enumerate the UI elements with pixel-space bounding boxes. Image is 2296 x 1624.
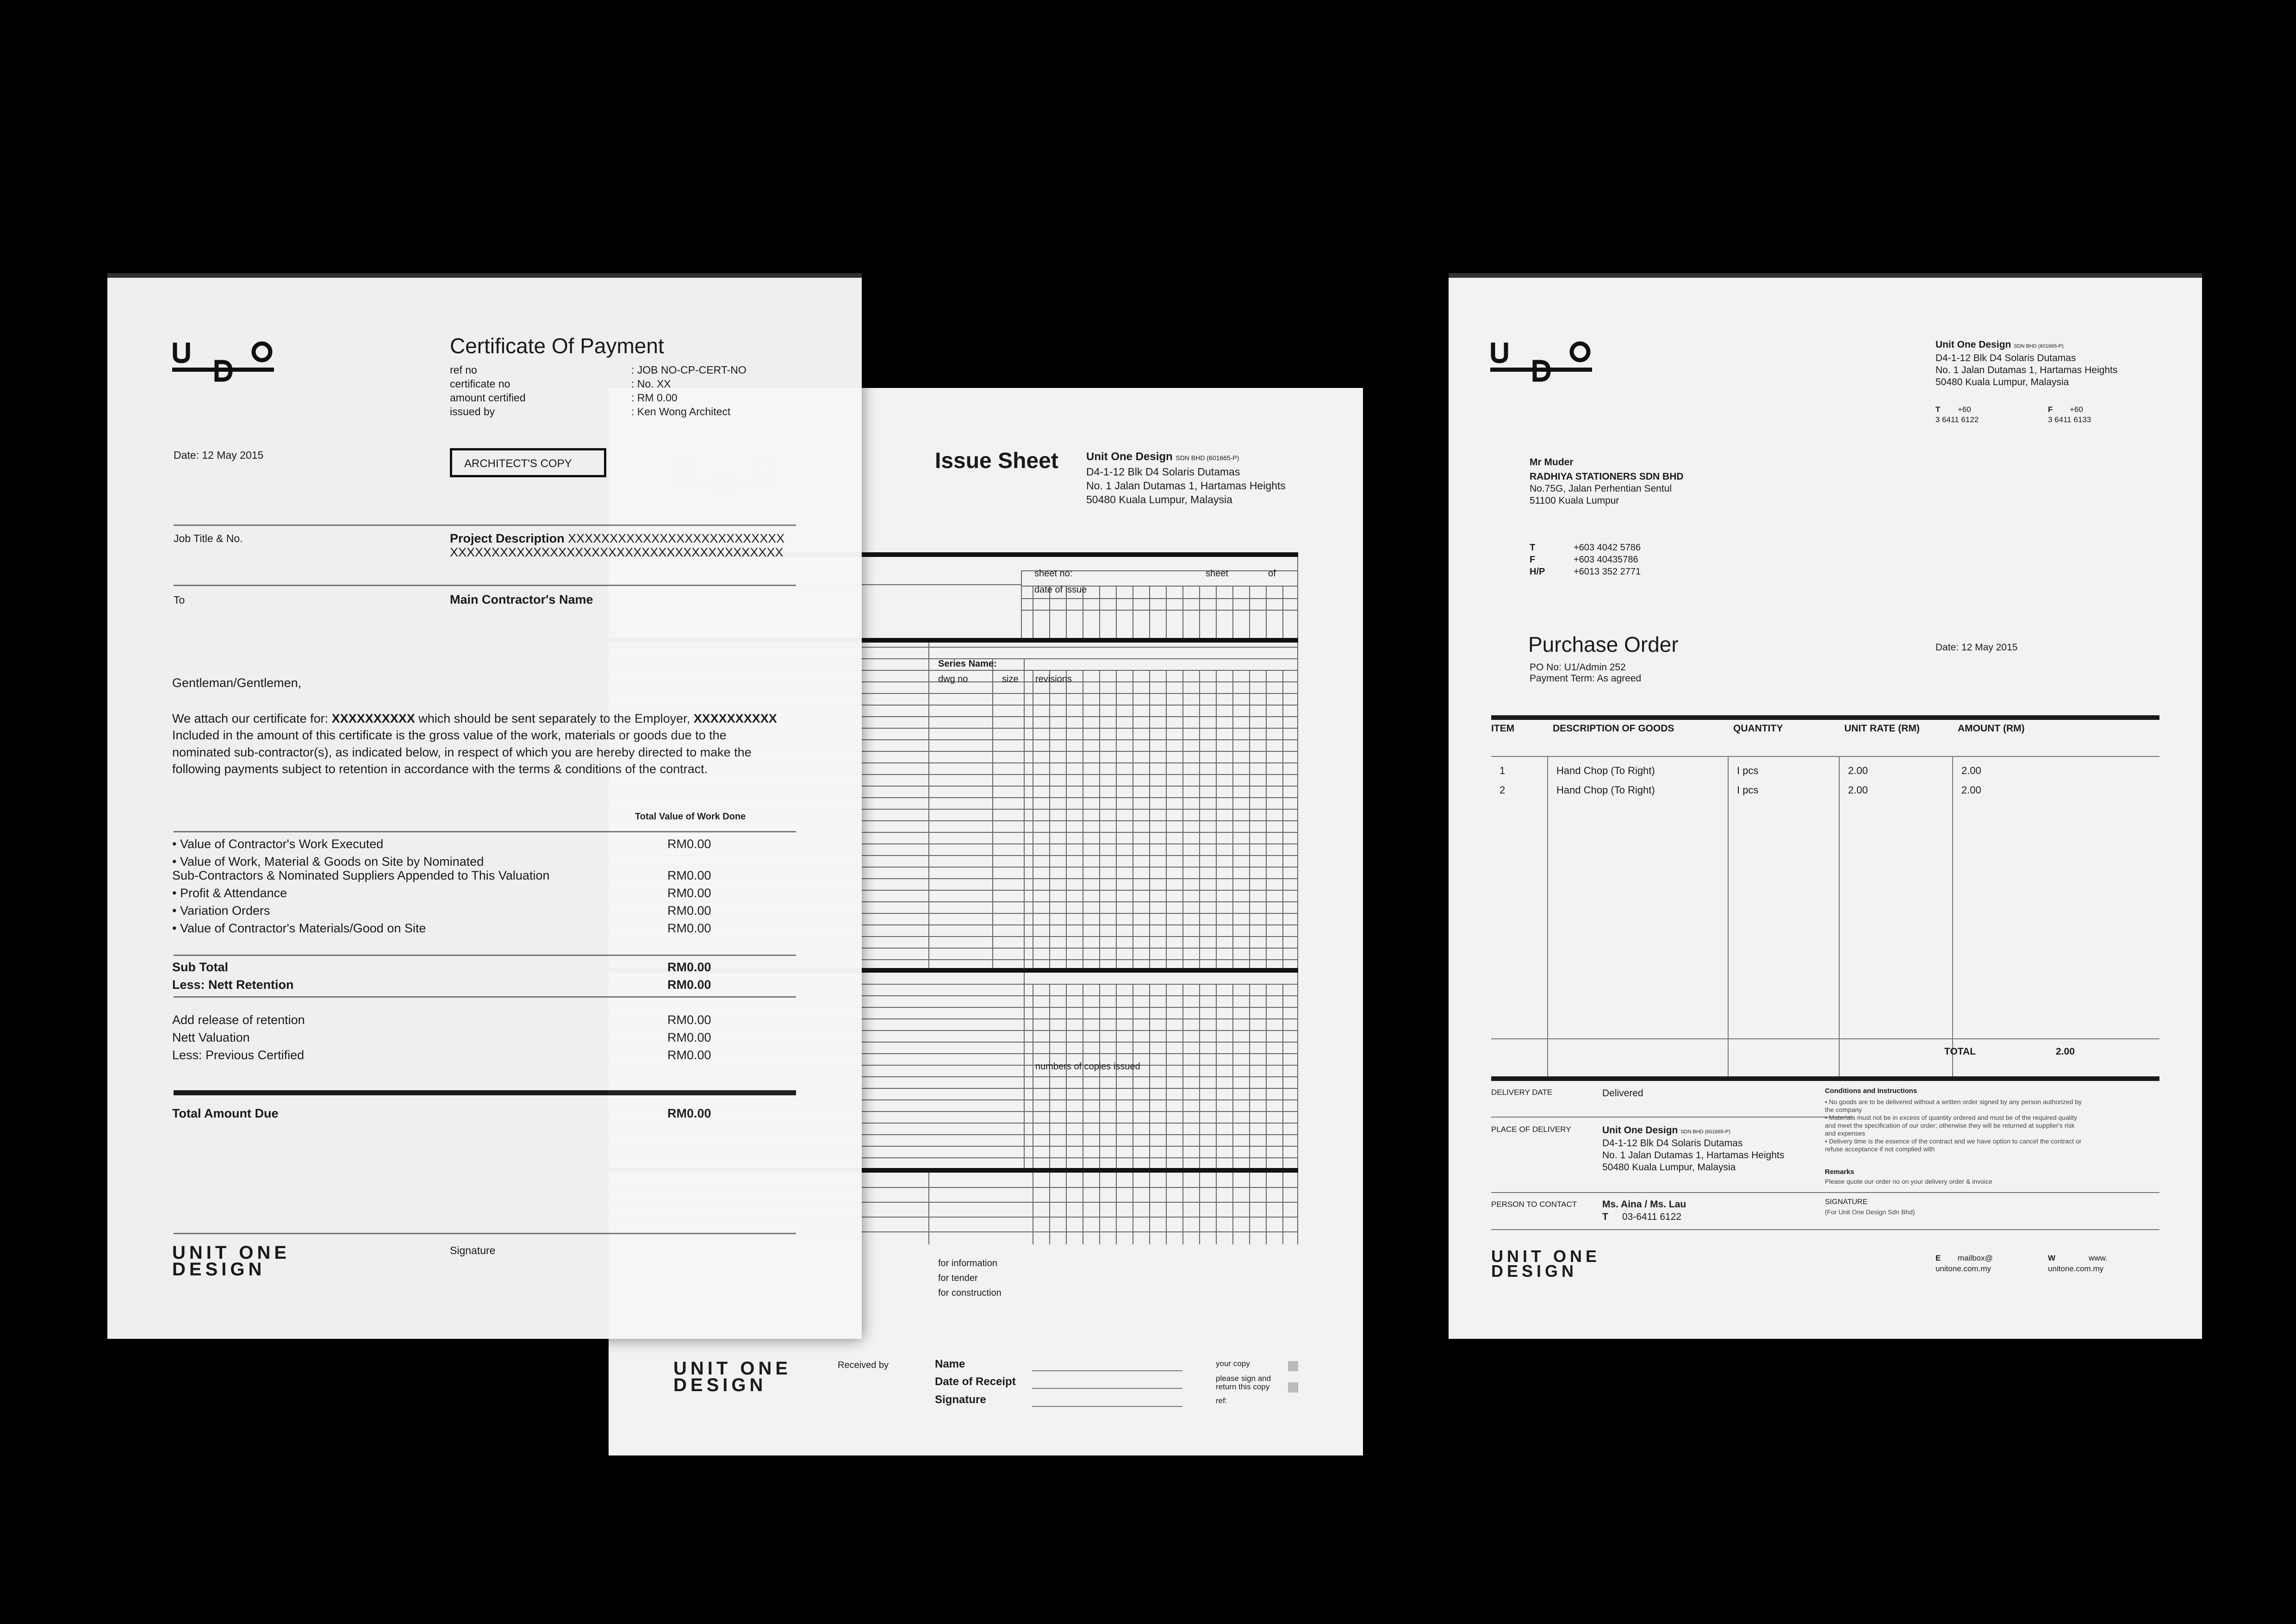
signature-label: SIGNATURE: [1825, 1198, 1868, 1206]
table-cell: I pcs: [1737, 765, 1759, 776]
body-line: Included in the amount of this certificate is the gross value of the work, materials or goods due to the: [172, 728, 727, 742]
divider: [174, 1233, 796, 1234]
divider: [1825, 1229, 2159, 1230]
issue-brand-wordmark: UNIT ONE DESIGN: [673, 1358, 792, 1395]
work-item-value: RM0.00: [667, 837, 711, 851]
project-description-line-2: XXXXXXXXXXXXXXXXXXXXXXXXXXXXXXXXXXXXXXXX: [450, 545, 784, 559]
please-sign-label: please sign and: [1216, 1374, 1271, 1383]
receipt-line: [1032, 1388, 1182, 1389]
work-item-label: • Value of Contractor's Work Executed: [172, 837, 384, 851]
for-tender-label: for tender: [938, 1273, 978, 1283]
recipient-address: No.75G, Jalan Perhentian Sentul: [1530, 483, 1672, 494]
person-to-contact-label: PERSON TO CONTACT: [1491, 1200, 1577, 1209]
thick-divider: [174, 1090, 796, 1095]
meta-label: issued by: [450, 406, 495, 418]
contact-value: +6013 352 2771: [1574, 567, 1641, 577]
body-line: following payments subject to retention in accordance with the terms & conditions of the contract.: [172, 762, 708, 776]
divider: [1491, 1117, 1852, 1118]
person-name: Ms. Aina / Ms. Lau: [1602, 1199, 1686, 1210]
place-address: D4-1-12 Blk D4 Solaris Dutamas: [1602, 1138, 1743, 1149]
table-cell: 2.00: [1961, 765, 1981, 776]
po-brand-wordmark: UNIT ONE DESIGN: [1491, 1247, 1601, 1280]
recipient-company: RADHIYA STATIONERS SDN BHD: [1530, 471, 1684, 482]
place-of-delivery-label: PLACE OF DELIVERY: [1491, 1125, 1571, 1134]
table-header-cell: DESCRIPTION OF GOODS: [1553, 723, 1674, 734]
po-date: Date: 12 May 2015: [1935, 642, 2018, 653]
condition-line: the company: [1825, 1106, 1862, 1113]
table-cell: I pcs: [1737, 784, 1759, 796]
receipt-line: [1032, 1406, 1182, 1407]
condition-line: and expenses: [1825, 1130, 1866, 1137]
meta-value: : No. XX: [631, 378, 671, 390]
udo-logo-icon: [172, 338, 274, 382]
receipt-signature-label: Signature: [935, 1393, 986, 1406]
table-header-rule: [1491, 756, 2159, 757]
issue-address-line: No. 1 Jalan Dutamas 1, Hartamas Heights: [1086, 480, 1286, 492]
divider: [174, 831, 796, 832]
delivery-date-value: Delivered: [1602, 1088, 1643, 1099]
work-item-value: RM0.00: [667, 904, 711, 918]
meta-value: : RM 0.00: [631, 392, 678, 404]
meta-label: certificate no: [450, 378, 510, 390]
dwg-no-header: dwg no: [938, 674, 968, 684]
date-of-receipt-label: Date of Receipt: [935, 1375, 1016, 1388]
retention-value: RM0.00: [667, 978, 711, 992]
for-information-label: for information: [938, 1258, 997, 1268]
purchase-order-title: Purchase Order: [1528, 632, 1679, 656]
meta-label: amount certified: [450, 392, 526, 404]
for-construction-label: for construction: [938, 1288, 1002, 1298]
po-company-name: Unit One Design SDN BHD (601665-P): [1935, 339, 2064, 350]
web-value[interactable]: unitone.com.my: [2048, 1264, 2103, 1273]
conditions-title: Conditions and Instructions: [1825, 1087, 1917, 1095]
your-copy-label: your copy: [1216, 1359, 1250, 1368]
work-item-label: • Value of Contractor's Materials/Good on Site: [172, 921, 426, 935]
condition-line: refuse acceptance if not complied with: [1825, 1145, 1935, 1153]
top-band: [107, 273, 862, 278]
work-item-value: RM0.00: [667, 921, 711, 935]
work-item-value: RM0.00: [667, 886, 711, 900]
divider: [174, 955, 796, 956]
total-label: TOTAL: [1944, 1046, 1976, 1057]
po-number: PO No: U1/Admin 252: [1530, 662, 1626, 673]
issue-company-name: Unit One Design SDN BHD (601665-P): [1086, 450, 1239, 463]
table-header-cell: UNIT RATE (RM): [1844, 723, 1920, 734]
table-cell: Hand Chop (To Right): [1556, 784, 1655, 796]
top-band: [1449, 273, 2202, 278]
udo-logo-icon: [1490, 338, 1592, 382]
phone-label: T: [1935, 405, 1941, 414]
adjustment-label: Nett Valuation: [172, 1031, 250, 1044]
total-value: 2.00: [2056, 1046, 2075, 1057]
subtotal-label: Sub Total: [172, 960, 228, 974]
total-value-column-header: Total Value of Work Done: [635, 812, 746, 822]
divider: [174, 585, 796, 586]
contact-label: F: [1530, 555, 1536, 565]
web-value[interactable]: www.: [2089, 1254, 2108, 1262]
subtotal-value: RM0.00: [667, 960, 711, 974]
phone-value: 3 6411 6122: [1935, 415, 1979, 424]
please-sign-label: return this copy: [1216, 1382, 1270, 1391]
divider: [1491, 1192, 1852, 1193]
table-cell: 2.00: [1961, 784, 1981, 796]
person-phone: 03-6411 6122: [1622, 1212, 1682, 1222]
body-line: We attach our certificate for: XXXXXXXXXX which should be sent separately to the Employer, XXXXXXXXXX: [172, 712, 777, 725]
contact-value: +603 40435786: [1574, 555, 1638, 565]
purchase-order-document: [1449, 273, 2202, 1339]
certificate-of-payment-document: [107, 273, 862, 1339]
job-title-label: Job Title & No.: [174, 532, 243, 544]
received-by-label: Received by: [838, 1360, 889, 1370]
of-label: of: [1268, 568, 1276, 579]
po-address-line: 50480 Kuala Lumpur, Malaysia: [1935, 377, 2069, 387]
column-divider: [1728, 757, 1729, 1076]
recipient-name: Mr Muder: [1530, 457, 1574, 468]
certificate-date: Date: 12 May 2015: [174, 449, 264, 461]
contact-label: T: [1530, 543, 1536, 553]
delivery-date-label: DELIVERY DATE: [1491, 1088, 1553, 1097]
payment-term: Payment Term: As agreed: [1530, 673, 1642, 684]
table-cell: Hand Chop (To Right): [1556, 765, 1655, 776]
adjustment-label: Add release of retention: [172, 1013, 305, 1027]
remarks-title: Remarks: [1825, 1168, 1854, 1176]
fax-value: +60: [2070, 405, 2083, 414]
main-contractor-name: Main Contractor's Name: [450, 593, 593, 606]
work-item-label: • Profit & Attendance: [172, 886, 287, 900]
email-label: E: [1935, 1254, 1941, 1262]
table-bottom-rule: [1491, 1076, 2159, 1081]
table-cell: 2.00: [1848, 784, 1868, 796]
sheet-label: sheet: [1206, 568, 1228, 579]
adjustment-value: RM0.00: [667, 1031, 711, 1044]
divider: [174, 996, 796, 998]
work-item-label: • Value of Work, Material & Goods on Site by Nominated: [172, 855, 484, 868]
condition-line: and meet the specification of our order; otherwise they will be returned at supplier's risk: [1825, 1122, 2075, 1129]
column-divider: [1547, 757, 1548, 1076]
column-divider: [1952, 757, 1953, 1076]
fax-label: F: [2048, 405, 2053, 414]
series-name-label: Series Name:: [938, 659, 997, 669]
size-header: size: [1002, 674, 1019, 684]
phone-value: +60: [1958, 405, 1971, 414]
ref-label: ref:: [1216, 1396, 1227, 1405]
signature-label: Signature: [450, 1244, 496, 1256]
certificate-title: Certificate Of Payment: [450, 334, 664, 358]
condition-line: • Materials must not be in excess of quantity ordered and must be of the required quality: [1825, 1114, 2077, 1121]
work-item-label: • Variation Orders: [172, 904, 270, 918]
table-top-rule: [1491, 715, 2159, 720]
salutation: Gentleman/Gentlemen,: [172, 676, 302, 690]
revisions-header: revisions: [1035, 674, 1072, 684]
date-of-issue-label: date of issue: [1034, 585, 1087, 595]
total-amount-due-value: RM0.00: [667, 1106, 711, 1120]
contact-label: H/P: [1530, 567, 1545, 577]
email-value[interactable]: mailbox@: [1958, 1254, 1993, 1262]
retention-label: Less: Nett Retention: [172, 978, 294, 992]
remarks-text: Please quote our order no on your delivery order & invoice: [1825, 1178, 1992, 1185]
table-header-cell: ITEM: [1491, 723, 1515, 734]
email-value[interactable]: unitone.com.my: [1935, 1264, 1991, 1273]
meta-value: : JOB NO-CP-CERT-NO: [631, 364, 747, 376]
adjustment-value: RM0.00: [667, 1048, 711, 1062]
sheet-no-label: sheet no:: [1034, 568, 1073, 579]
architects-copy-badge: ARCHITECT'S COPY: [450, 448, 606, 477]
recipient-address: 51100 Kuala Lumpur: [1530, 495, 1619, 506]
table-cell: 2.00: [1848, 765, 1868, 776]
fax-value: 3 6411 6133: [2048, 415, 2091, 424]
issue-address-line: 50480 Kuala Lumpur, Malaysia: [1086, 493, 1232, 506]
to-label: To: [174, 594, 185, 606]
po-address-line: No. 1 Jalan Dutamas 1, Hartamas Heights: [1935, 365, 2118, 375]
body-line: nominated sub-contractor(s), as indicated below, in respect of which you are hereby directed to make the: [172, 745, 752, 759]
copies-issued-label: numbers of copies issued: [1035, 1062, 1140, 1072]
divider: [1491, 1229, 1852, 1230]
divider: [1825, 1192, 2159, 1193]
condition-line: • Delivery time is the essence of the contract and we have option to cancel the contract or: [1825, 1137, 2082, 1145]
table-header-cell: QUANTITY: [1733, 723, 1783, 734]
table-cell: 1: [1500, 765, 1506, 776]
table-total-rule: [1491, 1038, 2159, 1039]
place-address: 50480 Kuala Lumpur, Malaysia: [1602, 1162, 1736, 1173]
project-description: Project Description XXXXXXXXXXXXXXXXXXXXXXXXXX: [450, 531, 785, 545]
cert-brand-wordmark: UNIT ONE DESIGN: [172, 1243, 291, 1280]
issue-address-line: D4-1-12 Blk D4 Solaris Dutamas: [1086, 466, 1240, 478]
adjustment-value: RM0.00: [667, 1013, 711, 1027]
return-copy-checkbox[interactable]: [1288, 1382, 1298, 1393]
person-phone-label: T: [1602, 1212, 1608, 1222]
signature-sub: (For Unit One Design Sdn Bhd): [1825, 1208, 1915, 1216]
contact-value: +603 4042 5786: [1574, 543, 1641, 553]
table-cell: 2: [1500, 784, 1506, 796]
meta-label: ref no: [450, 364, 477, 376]
work-item-value: RM0.00: [667, 868, 711, 882]
work-item-label: Sub-Contractors & Nominated Suppliers Appended to This Valuation: [172, 868, 550, 882]
meta-value: : Ken Wong Architect: [631, 406, 731, 418]
issue-sheet-title: Issue Sheet: [935, 449, 1058, 473]
table-header-cell: AMOUNT (RM): [1958, 723, 2025, 734]
column-divider: [1839, 757, 1840, 1076]
receipt-line: [1032, 1370, 1182, 1371]
adjustment-label: Less: Previous Certified: [172, 1048, 305, 1062]
your-copy-checkbox[interactable]: [1288, 1361, 1298, 1371]
po-address-line: D4-1-12 Blk D4 Solaris Dutamas: [1935, 353, 2076, 363]
place-company: Unit One Design SDN BHD (601665-P): [1602, 1125, 1730, 1136]
total-amount-due-label: Total Amount Due: [172, 1106, 279, 1120]
place-address: No. 1 Jalan Dutamas 1, Hartamas Heights: [1602, 1150, 1785, 1161]
web-label: W: [2048, 1254, 2056, 1262]
condition-line: • No goods are to be delivered without a written order signed by any person authorized by: [1825, 1098, 2082, 1106]
divider: [174, 525, 796, 526]
receipt-name-label: Name: [935, 1358, 965, 1370]
